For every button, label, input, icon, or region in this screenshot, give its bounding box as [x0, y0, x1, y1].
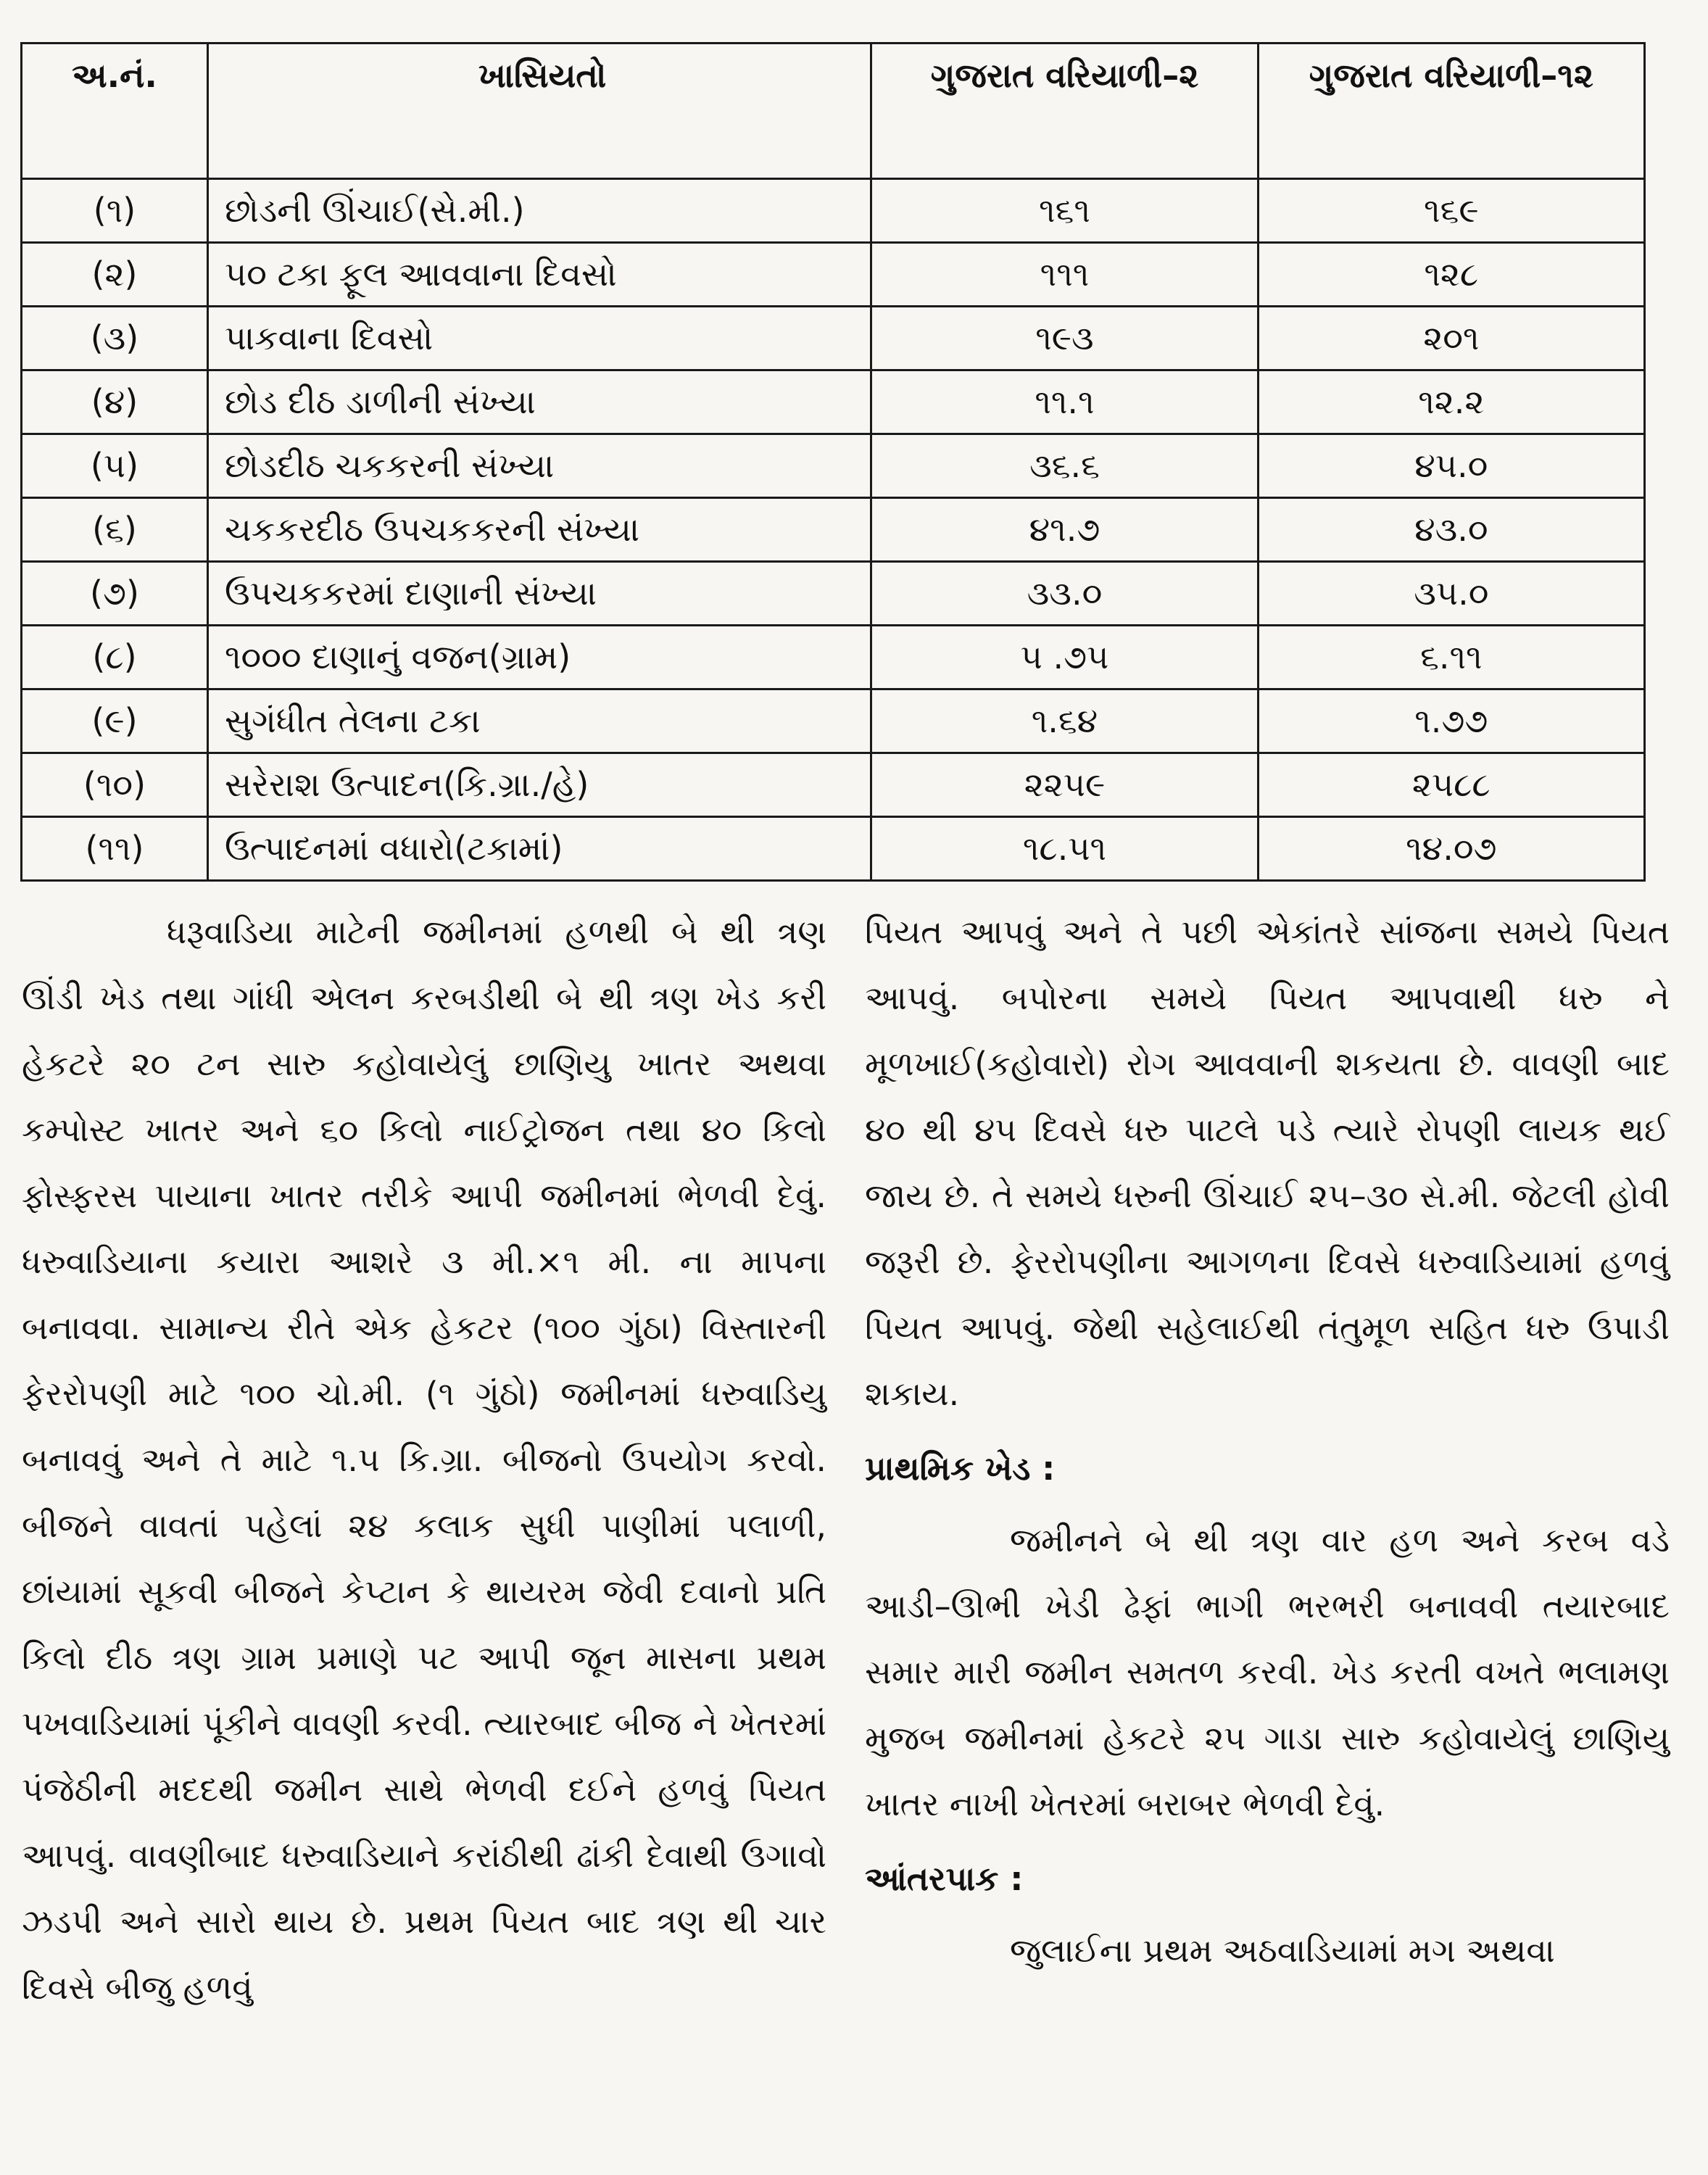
row-value-variety-12: ૧.૭૭	[1258, 689, 1644, 753]
row-value-variety-12: ૪૫.૦	[1258, 434, 1644, 498]
table-row	[22, 307, 1645, 370]
row-trait: સરેરાશ ઉત્પાદન(કિ.ગ્રા./હે)	[207, 753, 871, 817]
row-value-variety-2: ૩૩.૦	[871, 562, 1258, 626]
row-value-variety-12: ૨૫૮૮	[1258, 753, 1644, 817]
row-value-variety-12: ૬.૧૧	[1258, 626, 1644, 689]
row-value-variety-12: ૪૩.૦	[1258, 498, 1644, 562]
row-value-variety-2: ૧.૬૪	[871, 689, 1258, 753]
row-value-variety-2: ૧૮.૫૧	[871, 817, 1258, 881]
table-row	[22, 498, 1645, 562]
row-value-variety-2: ૫ .૭૫	[871, 626, 1258, 689]
nursery-preparation-paragraph: ધરૂવાડિયા માટેની જમીનમાં હળથી બે થી ત્રણ ઊંડી ખેડ તથા ગાંધી એલન કરબડીથી બે થી ત્રણ ખેડ કરી હેકટરે ૨૦ ટન સારુ કહોવાયેલું છાણિયુ ખાતર અથવા કમ્પોસ્ટ ખાતર અને ૬૦ કિલો નાઈટ્રોજન તથા ૪૦ કિલો ફોસ્ફરસ પાયાના ખાતર તરીકે આપી જમીનમાં ભેળવી દેવું. ધરુવાડિયાના કયારા આશરે ૩ મી.×૧ મી. ના માપના બનાવવા. સામાન્ય રીતે એક હેકટર (૧૦૦ ગુંઠા) વિસ્તારની ફેરરોપણી માટે ૧૦૦ ચો.મી. (૧ ગુંઠો) જમીનમાં ધરુવાડિયુ બનાવવું અને તે માટે ૧.૫ કિ.ગ્રા. બીજનો ઉપયોગ કરવો. બીજને વાવતાં પહેલાં ૨૪ કલાક સુધી પાણીમાં પલાળી, છાંયામાં સૂકવી બીજને કેપ્ટાન કે થાયરમ જેવી દવાનો પ્રતિ કિલો દીઠ ત્રણ ગ્રામ પ્રમાણે પટ આપી જૂન માસના પ્રથમ પખવાડિયામાં પૂંકીને વાવણી કરવી. ત્યારબાદ બીજ ને ખેતરમાં પંજેઠીની મદદથી જમીન સાથે ભેળવી દઈને હળવું પિયત આપવું. વાવણીબાદ ધરુવાડિયાને કરાંઠીથી ઢાંકી દેવાથી ઉગાવો ઝડપી અને સારો થાય છે. પ્રથમ પિયત બાદ ત્રણ થી ચાર દિવસે બીજુ હળવું	[22, 913, 826, 2007]
row-trait: ઉત્પાદનમાં વધારો(ટકામાં)	[207, 817, 871, 881]
right-text-column	[865, 899, 1670, 1984]
row-serial-no: (૧૦)	[22, 753, 208, 817]
left-text-column	[22, 899, 826, 2021]
primary-tillage-paragraph: જમીનને બે થી ત્રણ વાર હળ અને કરબ વડે આડી–ઊભી ખેડી ઢેફાં ભાગી ભરભરી બનાવવી તયારબાદ સમાર મારી જમીન સમતળ કરવી. ખેડ કરતી વખતે ભલામણ મુજબ જમીનમાં હેકટરે ૨૫ ગાડા સારુ કહોવાયેલું છાણિયુ ખાતર નાખી ખેતરમાં બરાબર ભેળવી દેવું.	[865, 1521, 1670, 1823]
row-trait: છોડ દીઠ ડાળીની સંખ્યા	[207, 370, 871, 434]
row-trait: છોડની ઊંચાઈ(સે.મી.)	[207, 179, 871, 243]
header-serial-no: અ.નં.	[22, 44, 208, 179]
table-header-row	[22, 44, 1645, 179]
characteristics-table	[20, 42, 1646, 882]
row-serial-no: (૭)	[22, 562, 208, 626]
row-serial-no: (૮)	[22, 626, 208, 689]
table-row	[22, 370, 1645, 434]
row-value-variety-2: ૨૨૫૯	[871, 753, 1258, 817]
row-value-variety-12: ૧૨.૨	[1258, 370, 1644, 434]
row-serial-no: (૧૧)	[22, 817, 208, 881]
row-value-variety-12: ૧૪.૦૭	[1258, 817, 1644, 881]
table-row	[22, 689, 1645, 753]
row-value-variety-12: ૨૦૧	[1258, 307, 1644, 370]
row-value-variety-12: ૩૫.૦	[1258, 562, 1644, 626]
row-trait: સુગંધીત તેલના ટકા	[207, 689, 871, 753]
table-row	[22, 562, 1645, 626]
row-serial-no: (૯)	[22, 689, 208, 753]
table-row	[22, 626, 1645, 689]
primary-tillage-heading: પ્રાથમિક ખેડ :	[865, 1449, 1056, 1488]
row-serial-no: (૫)	[22, 434, 208, 498]
row-value-variety-2: ૧૬૧	[871, 179, 1258, 243]
row-serial-no: (૬)	[22, 498, 208, 562]
table-row	[22, 179, 1645, 243]
irrigation-paragraph: પિયત આપવું અને તે પછી એકાંતરે સાંજના સમયે પિયત આપવું. બપોરના સમયે પિયત આપવાથી ધરુ ને મૂળખાઈ(કહોવારો) રોગ આવવાની શકયતા છે. વાવણી બાદ ૪૦ થી ૪૫ દિવસે ધરુ પાટલે પડે ત્યારે રોપણી લાયક થઈ જાય છે. તે સમયે ધરુની ઊંચાઈ ૨૫–૩૦ સે.મી. જેટલી હોવી જરૂરી છે. ફેરરોપણીના આગળના દિવસે ધરુવાડિયામાં હળવું પિયત આપવું. જેથી સહેલાઈથી તંતુમૂળ સહિત ધરુ ઉપાડી શકાય.	[865, 913, 1670, 1413]
row-trait: ઉપચકકરમાં દાણાની સંખ્યા	[207, 562, 871, 626]
row-trait: ચકકરદીઠ ઉપચકકરની સંખ્યા	[207, 498, 871, 562]
row-value-variety-12: ૧૨૮	[1258, 243, 1644, 307]
row-trait: ૫૦ ટકા ફૂલ આવવાના દિવસો	[207, 243, 871, 307]
header-gujarat-fennel-12: ગુજરાત વરિયાળી–૧૨	[1258, 44, 1644, 179]
row-trait: ૧૦૦૦ દાણાનું વજન(ગ્રામ)	[207, 626, 871, 689]
row-value-variety-2: ૪૧.૭	[871, 498, 1258, 562]
intercrop-heading: આંતરપાક :	[865, 1860, 1024, 1898]
row-serial-no: (૪)	[22, 370, 208, 434]
characteristics-table-container	[20, 42, 1646, 882]
row-trait: પાકવાના દિવસો	[207, 307, 871, 370]
table-row	[22, 817, 1645, 881]
header-characteristics: ખાસિયતો	[207, 44, 871, 179]
row-trait: છોડદીઠ ચકકરની સંખ્યા	[207, 434, 871, 498]
row-value-variety-2: ૧૧.૧	[871, 370, 1258, 434]
row-serial-no: (૧)	[22, 179, 208, 243]
intercrop-paragraph: જુલાઈના પ્રથમ અઠવાડિયામાં મગ અથવા	[1010, 1931, 1555, 1970]
row-value-variety-12: ૧૬૯	[1258, 179, 1644, 243]
table-row	[22, 753, 1645, 817]
header-gujarat-fennel-2: ગુજરાત વરિયાળી–૨	[871, 44, 1258, 179]
row-value-variety-2: ૩૬.૬	[871, 434, 1258, 498]
table-row	[22, 434, 1645, 498]
row-value-variety-2: ૧૯૩	[871, 307, 1258, 370]
row-serial-no: (૨)	[22, 243, 208, 307]
table-row	[22, 243, 1645, 307]
row-serial-no: (૩)	[22, 307, 208, 370]
row-value-variety-2: ૧૧૧	[871, 243, 1258, 307]
